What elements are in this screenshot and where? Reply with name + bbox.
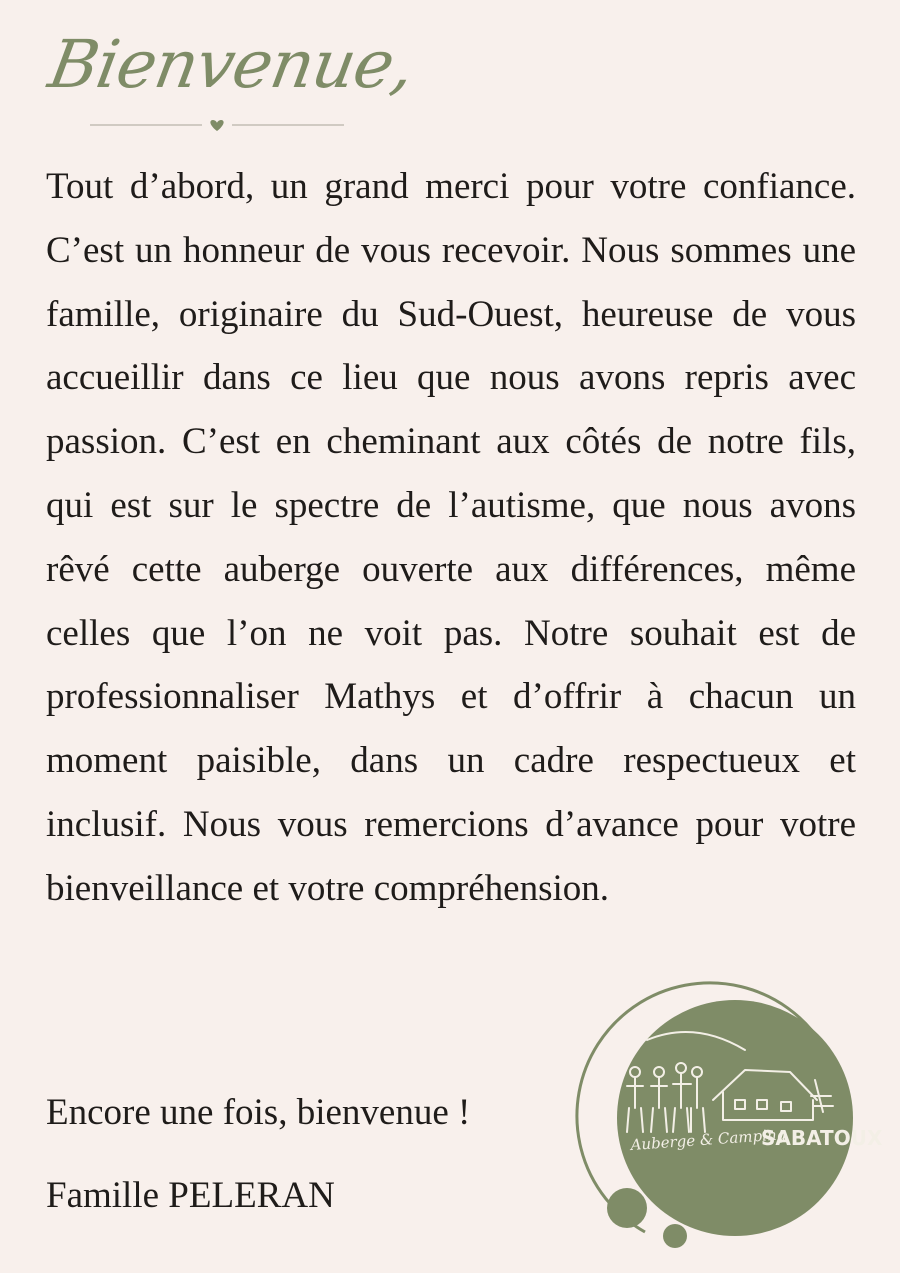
logo-brand-text: SABATOUX xyxy=(761,1126,883,1150)
logo-script-text: Auberge & Camping xyxy=(630,1125,787,1154)
heart-divider xyxy=(90,118,344,132)
welcome-title: Bienvenue, xyxy=(43,26,420,103)
auberge-logo xyxy=(585,1000,883,1260)
letter-closing: Encore une fois, bienvenue ! xyxy=(46,1092,471,1133)
heart-icon xyxy=(210,120,223,131)
letter-signature: Famille PELERAN xyxy=(46,1175,335,1216)
logo-dot-large xyxy=(607,1188,647,1228)
header xyxy=(43,26,420,148)
logo-dot-small xyxy=(663,1224,687,1248)
letter-body: Tout d’abord, un grand merci pour votre confiance. C’est un honneur de vous recevoir. Nous sommes une famille, originaire du Sud-Ouest, heureuse de vous accueillir dans ce lieu que nous avons repris avec passion. C’est en cheminant aux côtés de notre fils, qui est sur le spectre de l’autisme, que nous avons rêvé cette auberge ouverte aux différences, même celles que l’on ne voit pas. Notre souhait est de professionnaliser Mathys et d’offrir à chacun un moment paisible, dans un cadre respectueux et inclusif. Nous vous remercions d’avance pour votre bienveillance et votre compréhension. xyxy=(46,166,856,909)
